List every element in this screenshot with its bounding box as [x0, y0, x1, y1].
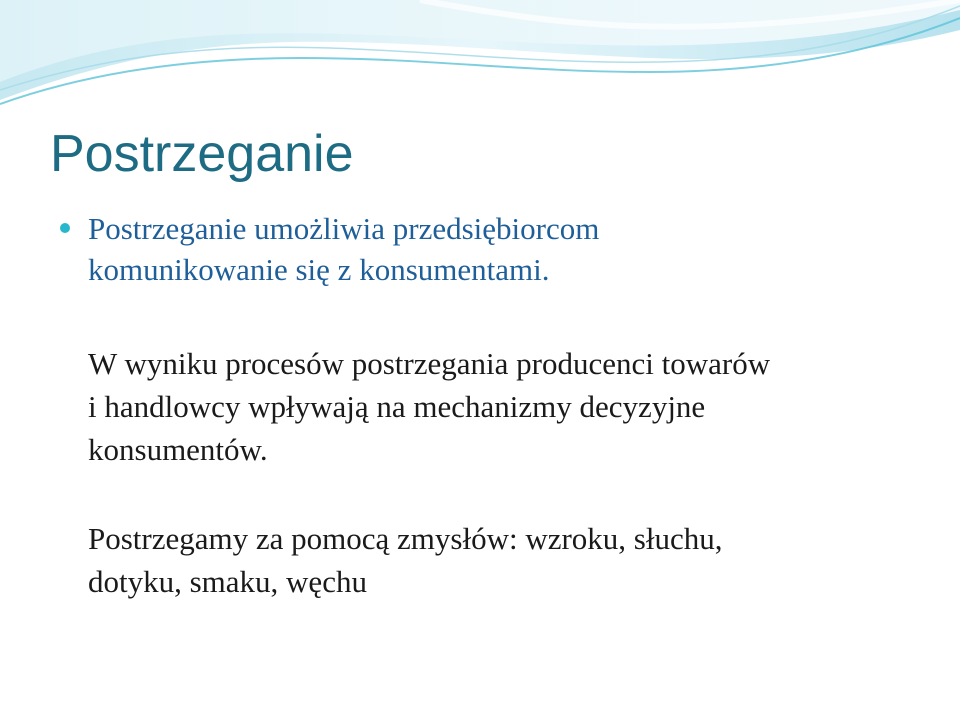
decorative-wave-header — [0, 0, 960, 140]
bullet-dot-icon — [60, 223, 70, 233]
bullet-item — [60, 208, 920, 290]
paragraph-perception-effects — [88, 342, 928, 471]
paragraph-1-line-3: konsumentów. — [88, 432, 268, 467]
slide-title: Postrzeganie — [50, 125, 354, 183]
paragraph-2-line-1: Postrzegamy za pomocą zmysłów: wzroku, słuchu, — [88, 521, 723, 556]
paragraph-1-line-2: i handlowcy wpływają na mechanizmy decyzyjne — [88, 389, 706, 424]
paragraph-senses — [88, 517, 928, 603]
bullet-text-line-1: Postrzeganie umożliwia przedsiębiorcom — [88, 211, 600, 246]
bullet-text-line-2: komunikowanie się z konsumentami. — [88, 252, 550, 287]
paragraph-1-line-1: W wyniku procesów postrzegania producenci towarów — [88, 346, 771, 381]
paragraph-2-line-2: dotyku, smaku, węchu — [88, 564, 367, 599]
bullet-text — [88, 208, 920, 290]
